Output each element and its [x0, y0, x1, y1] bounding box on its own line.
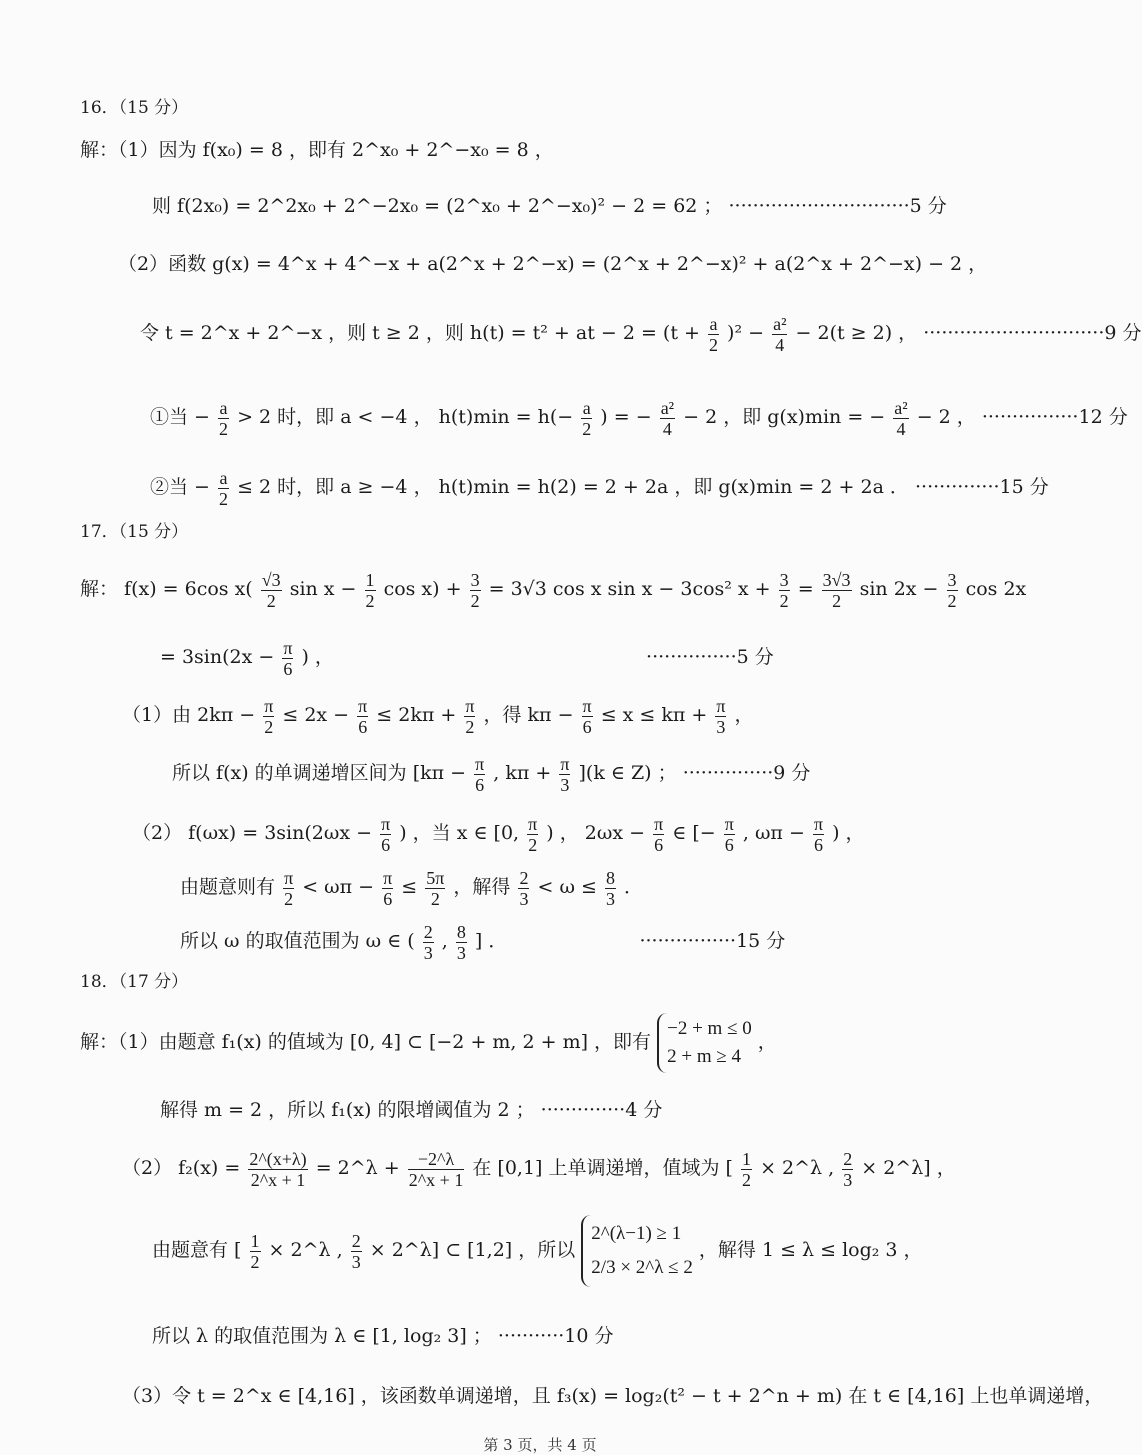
q16-l6-score: ··············15 分: [914, 476, 1049, 498]
q18-l1-b: ，: [757, 1031, 777, 1053]
q16-line-5: [150, 392, 1128, 442]
q17-l3-f: ，: [734, 704, 754, 726]
sys-row: 2 + m ≥ 4: [667, 1046, 742, 1067]
q17-l1-g: cos 2x: [965, 578, 1027, 600]
frac-2-3: $\frac{2}{3}$: [423, 921, 433, 963]
frac-f2-second: $\frac{-2\^{}\lambda}{2\^{}x + 1}$: [408, 1148, 464, 1190]
q17-l5-b: ) ，当 x ∈ [0,: [399, 822, 520, 844]
q16-l4-a: 令 t = 2^x + 2^−x ，则 t ≥ 2 ，则 h(t) = t² + at − 2 = (t +: [140, 322, 700, 344]
frac-pi-3: $\frac{\pi}{3}$: [560, 753, 570, 795]
q17-line-6: [180, 862, 643, 912]
frac-3-2: $\frac{3}{2}$: [470, 569, 480, 611]
frac-3-2: $\frac{3}{2}$: [947, 569, 957, 611]
frac-2-3: $\frac{2}{3}$: [351, 1230, 361, 1272]
q16-l5-a: ①当 −: [150, 406, 210, 428]
q17-l7-c: ] ．: [474, 930, 508, 952]
q17-l1-a: 解： f(x) = 6cos x(: [80, 578, 253, 600]
frac-pi-6: $\frac{\pi}{6}$: [358, 695, 368, 737]
q16-line-3: （2）函数 g(x) = 4^x + 4^−x + a(2^x + 2^−x) = (2^x + 2^−x)² + a(2^x + 2^−x) − 2 ，: [118, 253, 988, 275]
q17-l5-c: ) ， 2ωx −: [546, 822, 646, 844]
q18-l3-e: × 2^λ] ，: [861, 1157, 956, 1179]
frac-8-3: $\frac{8}{3}$: [456, 921, 466, 963]
q17-l2-a: = 3sin(2x −: [160, 646, 275, 668]
q17-l6-f: ．: [624, 876, 644, 898]
frac-a-2: $\frac{a}{2}$: [708, 313, 718, 355]
q18-l4-d: ，解得 1 ≤ λ ≤ log₂ 3 ，: [698, 1239, 923, 1261]
q17-l6-b: < ωπ −: [302, 876, 375, 898]
q17-line-4: [172, 748, 810, 798]
system-of-inequalities: [657, 1013, 752, 1073]
q18-header: 18．（17 分）: [80, 972, 189, 992]
q17-l4-b: , kπ +: [493, 762, 552, 784]
q16-l5-e: − 2 ，: [916, 406, 976, 428]
frac-pi-2: $\frac{\pi}{2}$: [465, 695, 475, 737]
q17-l1-c: cos x) +: [383, 578, 462, 600]
q17-l3-e: ≤ x ≤ kπ +: [600, 704, 708, 726]
q17-line-1: [80, 564, 1026, 614]
sys-row: −2 + m ≤ 0: [667, 1018, 752, 1039]
frac-a-2: $\frac{a}{2}$: [219, 467, 229, 509]
q17-l3-b: ≤ 2x −: [282, 704, 350, 726]
q17-l5-d: ∈ [−: [672, 822, 716, 844]
q16-l4-score: ······························9 分: [923, 322, 1142, 344]
q17-line-3: [122, 690, 754, 740]
frac-pi-3: $\frac{\pi}{3}$: [716, 695, 726, 737]
frac-pi-2: $\frac{\pi}{2}$: [264, 695, 274, 737]
frac-pi-2: $\frac{\pi}{2}$: [528, 813, 538, 855]
frac-3sqrt3-2: $\frac{3√3}{2}$: [822, 569, 851, 611]
q17-l3-d: ，得 kπ −: [483, 704, 574, 726]
q16-line-2: [152, 194, 947, 218]
q17-l6-d: ，解得: [453, 876, 511, 898]
q17-l4-a: 所以 f(x) 的单调递增区间为 [kπ −: [172, 762, 467, 784]
q18-line-2: [160, 1098, 662, 1122]
q17-l2-score: ···············5 分: [646, 646, 774, 668]
q18-l4-a: 由题意有 [: [152, 1239, 242, 1261]
q16-l5-c: ) = −: [600, 406, 652, 428]
q17-l4-score: ···············9 分: [682, 762, 811, 784]
frac-8-3: $\frac{8}{3}$: [605, 867, 615, 909]
q18-l5-text: 所以 λ 的取值范围为 λ ∈ [1, log₂ 3] ；: [152, 1325, 492, 1347]
q16-line-4: [140, 308, 1142, 358]
system-of-inequalities: [581, 1215, 693, 1287]
q16-l6-b: ≤ 2 时，即 a ≥ −4 ， h(t)min = h(2) = 2 + 2a ，即 g(x)min = 2 + 2a ．: [237, 476, 909, 498]
frac-pi-6: $\frac{\pi}{6}$: [654, 813, 664, 855]
q17-l5-a: （2） f(ωx) = 3sin(2ωx −: [132, 822, 373, 844]
sys-row: 2/3 × 2^λ ≤ 2: [591, 1257, 693, 1278]
frac-a2-4: $\frac{\text{a²}}{4}$: [660, 397, 675, 439]
q16-line-6: [150, 462, 1049, 512]
q16-line-1: 解：（1）因为 f(x₀) = 8 ，即有 2^x₀ + 2^−x₀ = 8 ，: [80, 139, 554, 161]
frac-2-3: $\frac{2}{3}$: [519, 867, 529, 909]
frac-3-2: $\frac{3}{2}$: [779, 569, 789, 611]
frac-pi-6: $\frac{\pi}{6}$: [724, 813, 734, 855]
frac-a-2: $\frac{a}{2}$: [219, 397, 229, 439]
frac-a-2: $\frac{a}{2}$: [582, 397, 592, 439]
q18-line-4: [152, 1210, 923, 1290]
frac-a2-4: $\frac{\text{a²}}{4}$: [894, 397, 908, 439]
q18-l3-d: × 2^λ ,: [760, 1157, 835, 1179]
q18-l1-a: 解：（1）由题意 f₁(x) 的值域为 [0, 4] ⊂ [−2 + m, 2 + m] ，即有: [80, 1031, 652, 1053]
q17-l1-b: sin x −: [289, 578, 357, 600]
sys-row: 2^(λ−1) ≥ 1: [591, 1223, 682, 1244]
frac-1-2: $\frac{1}{2}$: [250, 1230, 260, 1272]
q16-l5-d: − 2 ，即 g(x)min = −: [683, 406, 886, 428]
q17-line-5: [132, 808, 865, 858]
frac-pi-6: $\frac{\pi}{6}$: [582, 695, 592, 737]
frac-1-2: $\frac{1}{2}$: [742, 1148, 752, 1190]
q17-l3-a: （1）由 2kπ −: [122, 704, 256, 726]
q16-l5-b: > 2 时，即 a < −4 ， h(t)min = h(−: [237, 406, 574, 428]
q17-l4-c: ](k ∈ Z) ；: [578, 762, 677, 784]
q18-l3-c: 在 [0,1] 上单调递增，值域为 [: [472, 1157, 733, 1179]
frac-1-2: $\frac{1}{2}$: [365, 569, 375, 611]
q18-l3-a: （2） f₂(x) =: [122, 1157, 241, 1179]
q17-l2-b: ) ，: [301, 646, 334, 668]
frac-2-3: $\frac{2}{3}$: [843, 1148, 853, 1190]
frac-5pi-2: $\frac{5\pi}{2}$: [426, 867, 445, 909]
q17-l5-f: ) ，: [832, 822, 865, 844]
frac-pi-6: $\frac{\pi}{6}$: [283, 637, 293, 679]
q17-l5-e: , ωπ −: [742, 822, 805, 844]
q17-l7-score: ················15 分: [639, 930, 786, 952]
q18-line-5: [152, 1324, 614, 1348]
q17-l6-c: ≤: [401, 876, 418, 898]
q16-l6-a: ②当 −: [150, 476, 210, 498]
frac-sqrt3-2: $\frac{√3}{2}$: [261, 569, 281, 611]
q18-l4-c: × 2^λ] ⊂ [1,2] ，所以: [369, 1239, 576, 1261]
frac-pi-6: $\frac{\pi}{6}$: [383, 867, 393, 909]
q17-l6-a: 由题意则有: [180, 876, 276, 898]
q17-l1-e: =: [797, 578, 814, 600]
q18-l3-b: = 2^λ +: [315, 1157, 400, 1179]
frac-pi-6: $\frac{\pi}{6}$: [475, 753, 485, 795]
frac-pi-2: $\frac{\pi}{2}$: [284, 867, 294, 909]
q18-l2-score: ··············4 分: [540, 1099, 663, 1121]
q17-line-2: [160, 632, 774, 682]
page-footer: 第 3 页，共 4 页: [483, 1436, 597, 1454]
q18-l5-score: ···········10 分: [497, 1325, 614, 1347]
q17-header: 17．（15 分）: [80, 522, 189, 542]
frac-f2-num: $\frac{2\^{}(x+\lambda)}{2\^{}x + 1}$: [249, 1148, 307, 1190]
q17-l1-d: = 3√3 cos x sin x − 3cos² x +: [488, 578, 771, 600]
q17-line-7: [180, 916, 785, 966]
q16-l4-b: )² −: [727, 322, 765, 344]
q17-l1-f: sin 2x −: [859, 578, 939, 600]
q18-line-1: [80, 1010, 777, 1074]
q18-line-6: （3）令 t = 2^x ∈ [4,16] ，该函数单调递增，且 f₃(x) = log₂(t² − t + 2^n + m) 在 t ∈ [4,16] 上也单调递增，: [122, 1385, 1104, 1407]
q18-l4-b: × 2^λ ,: [268, 1239, 343, 1261]
q18-line-3: [122, 1140, 956, 1196]
q17-l7-b: ,: [441, 930, 448, 952]
q16-line-2-score: ······························5 分: [728, 195, 947, 217]
frac-pi-6: $\frac{\pi}{6}$: [813, 813, 824, 855]
q17-l6-e: < ω ≤: [537, 876, 597, 898]
frac-pi-6: $\frac{\pi}{6}$: [381, 813, 391, 855]
frac-a2-4: $\frac{\text{a²}}{4}$: [773, 313, 787, 355]
q16-l4-c: − 2(t ≥ 2) ，: [795, 322, 918, 344]
q16-line-2-text: 则 f(2x₀) = 2^2x₀ + 2^−2x₀ = (2^x₀ + 2^−x₀)² − 2 = 62 ；: [152, 195, 723, 217]
q17-l7-a: 所以 ω 的取值范围为 ω ∈ (: [180, 930, 415, 952]
q16-header: 16．（15 分）: [80, 98, 189, 118]
q16-l5-score: ················12 分: [981, 406, 1128, 428]
q18-l2-text: 解得 m = 2 ，所以 f₁(x) 的限增阈值为 2 ；: [160, 1099, 535, 1121]
q17-l3-c: ≤ 2kπ +: [376, 704, 457, 726]
